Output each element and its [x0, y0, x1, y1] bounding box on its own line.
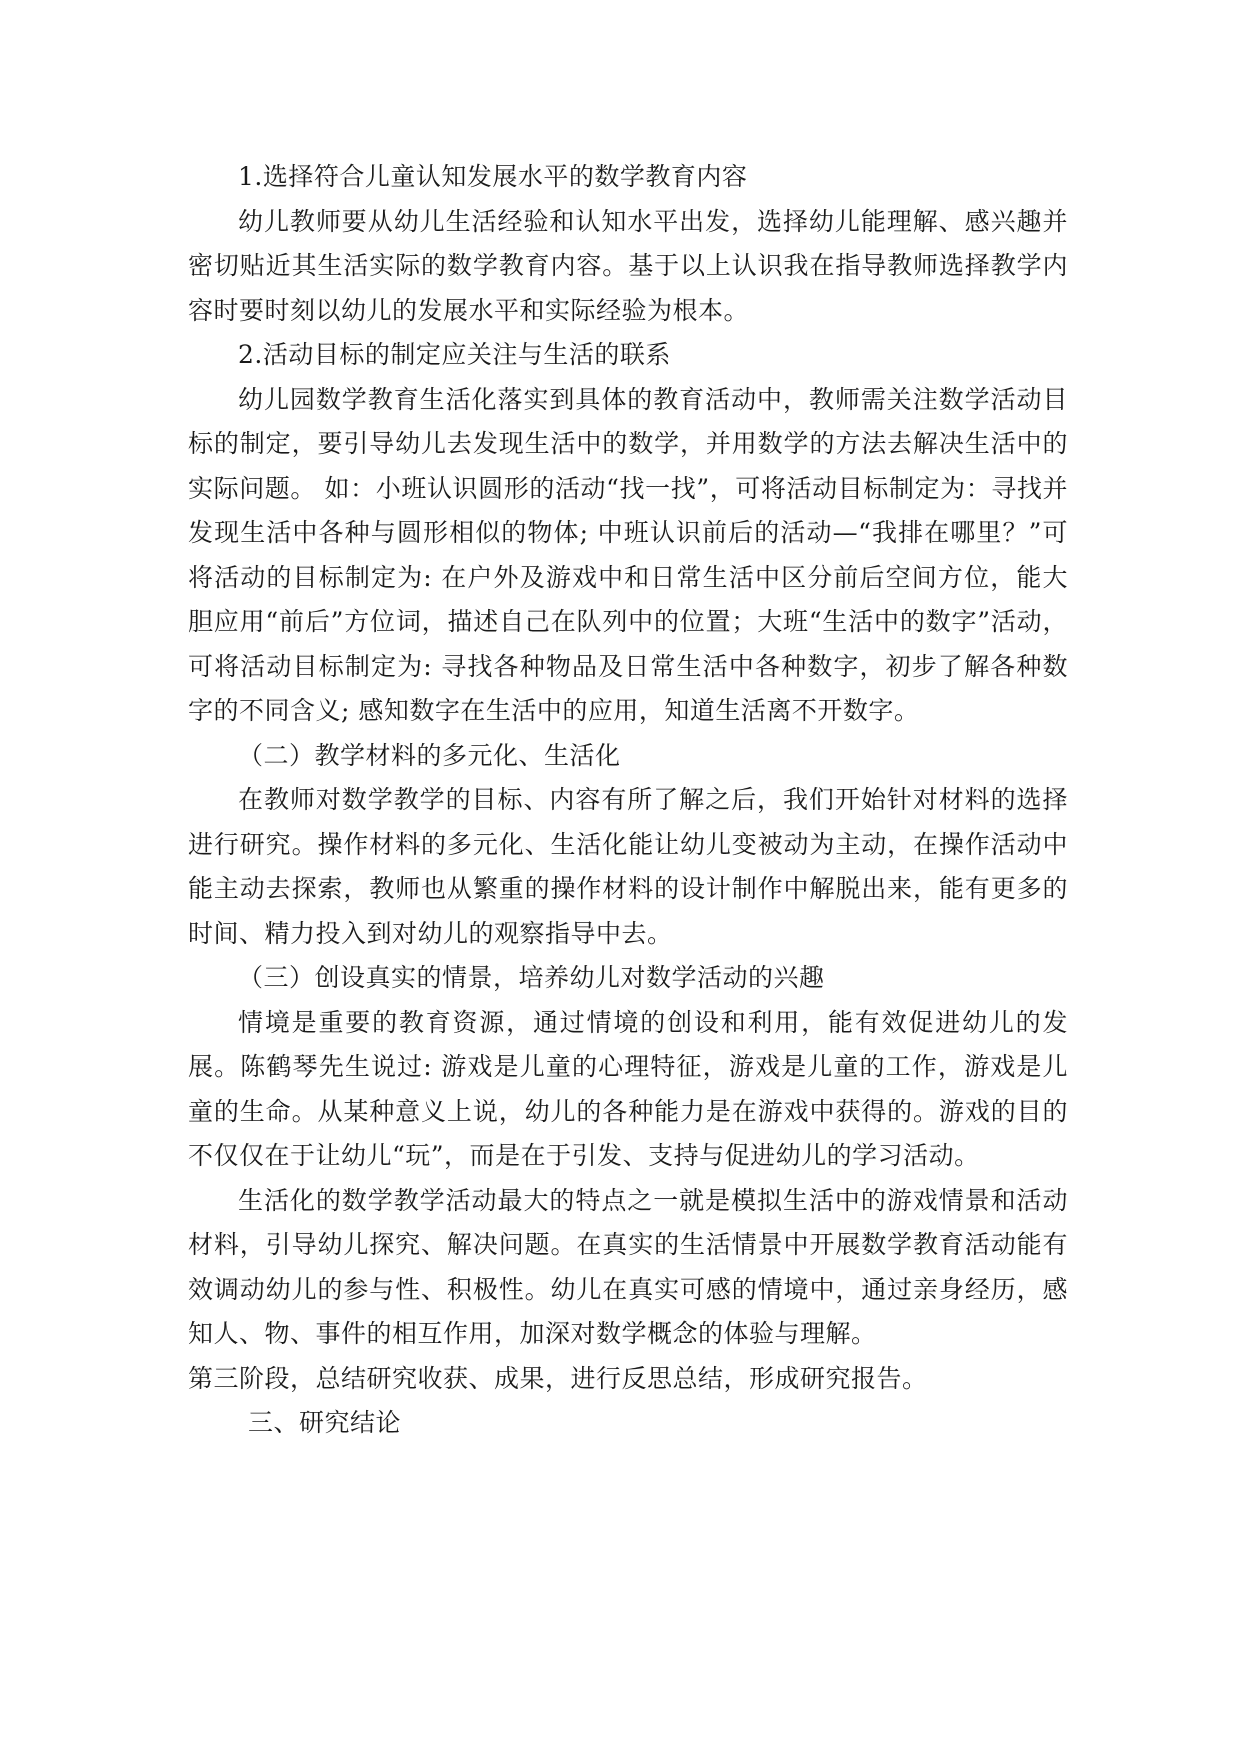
subheading-activity-goals: 2.活动目标的制定应关注与生活的联系	[238, 340, 671, 369]
section-heading-materials: （二）教学材料的多元化、生活化	[238, 740, 621, 770]
paragraph-content-selection: 幼儿教师要从幼儿生活经验和认知水平出发，选择幼儿能理解、感兴趣并密切贴近其生活实际的数学教育内容。基于以上认识我在指导教师选择教学内容时要时刻以幼儿的发展水平和实际经验为根本。	[188, 206, 1068, 325]
document-body	[188, 155, 1068, 1446]
paragraph-third-stage: 第三阶段，总结研究收获、成果，进行反思总结，形成研究报告。	[188, 1363, 928, 1393]
subheading-select-content: 1.选择符合儿童认知发展水平的数学教育内容	[238, 162, 748, 191]
section-heading-scenarios: （三）创设真实的情景，培养幼儿对数学活动的兴趣	[238, 963, 825, 992]
paragraph-life-oriented-teaching: 生活化的数学教学活动最大的特点之一就是模拟生活中的游戏情景和活动材料，引导幼儿探究、解决问题。在真实的生活情景中开展数学教育活动能有效调动幼儿的参与性、积极性。幼儿在真实可感的情境中，通过亲身经历，感知人、物、事件的相互作用，加深对数学概念的体验与理解。	[188, 1185, 1068, 1348]
paragraph-scenarios: 情境是重要的教育资源，通过情境的创设和利用，能有效促进幼儿的发展。陈鹤琴先生说过: 游戏是儿童的心理特征，游戏是儿童的工作，游戏是儿童的生命。从某种意义上说，幼儿的各种能力是在游戏中获得的。游戏的目的不仅仅在于让幼儿“玩”，而是在于引发、支持与促进幼儿的学习活动。	[188, 1007, 1068, 1170]
section-heading-conclusion: 三、研究结论	[248, 1408, 402, 1437]
paragraph-materials: 在教师对数学教学的目标、内容有所了解之后，我们开始针对材料的选择进行研究。操作材料的多元化、生活化能让幼儿变被动为主动，在操作活动中能主动去探索，教师也从繁重的操作材料的设计制作中解脱出来，能有更多的时间、精力投入到对幼儿的观察指导中去。	[188, 785, 1068, 948]
paragraph-activity-goals: 幼儿园数学教育生活化落实到具体的教育活动中，教师需关注数学活动目标的制定，要引导幼儿去发现生活中的数学，并用数学的方法去解决生活中的实际问题。 如：小班认识圆形的活动“找一找”，可将活动目标制定为：寻找并发现生活中各种与圆形相似的物体; 中班认识前后的活动—“我排在哪里？”可将活动的目标制定为: 在户外及游戏中和日常生活中区分前后空间方位，能大胆应用“前后”方位词，描述自己在队列中的位置；大班“生活中的数字”活动，可将活动目标制定为: 寻找各种物品及日常生活中各种数字，初步了解各种数字的不同含义; 感知数字在生活中的应用，知道生活离不开数字。	[188, 384, 1068, 725]
